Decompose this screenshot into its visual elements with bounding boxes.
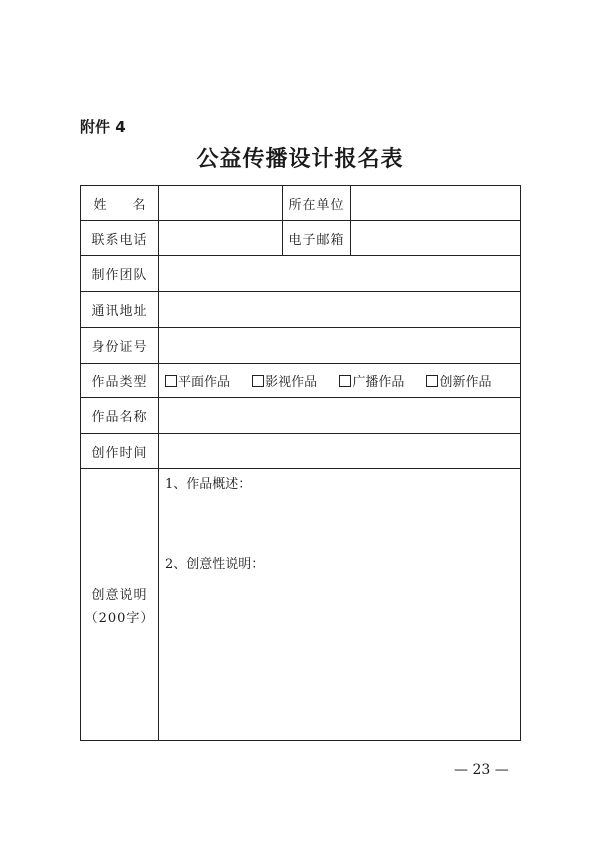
type-options	[159, 364, 521, 398]
description-limit: （200字）	[84, 610, 155, 626]
row-work-name	[81, 398, 521, 434]
name-label	[81, 186, 159, 221]
address-label: 通讯地址	[81, 292, 159, 328]
team-input-cell[interactable]	[159, 256, 521, 292]
row-description	[81, 469, 521, 741]
email-label: 电子邮箱	[283, 221, 351, 256]
row-team	[81, 256, 521, 292]
email-input-cell[interactable]	[351, 221, 521, 256]
type-option-graphic[interactable]	[165, 371, 230, 390]
registration-form-table	[80, 185, 521, 741]
name-input-cell[interactable]	[159, 186, 283, 221]
unit-input-cell[interactable]	[351, 186, 521, 221]
checkbox-icon[interactable]	[339, 375, 351, 387]
work-name-input-cell[interactable]	[159, 398, 521, 434]
row-phone	[81, 221, 521, 256]
description-label: 创意说明	[91, 587, 148, 603]
type-option-label: 创新作品	[439, 375, 492, 390]
address-input-cell[interactable]	[159, 292, 521, 328]
row-name	[81, 186, 521, 221]
type-option-radio[interactable]	[339, 371, 404, 390]
description-input-cell[interactable]	[159, 469, 521, 741]
id-input-cell[interactable]	[159, 328, 521, 364]
description-item-creativity: 2、创意性说明：	[165, 557, 265, 572]
type-label: 作品类型	[81, 364, 159, 398]
attachment-label: 附件 4	[80, 118, 126, 136]
phone-input-cell[interactable]	[159, 221, 283, 256]
row-id	[81, 328, 521, 364]
form-title: 公益传播设计报名表	[196, 147, 404, 172]
checkbox-icon[interactable]	[165, 375, 177, 387]
row-type	[81, 364, 521, 398]
work-name-label: 作品名称	[81, 398, 159, 434]
creation-time-label: 创作时间	[81, 434, 159, 469]
description-item-overview: 1、作品概述：	[165, 477, 252, 492]
row-address	[81, 292, 521, 328]
team-label: 制作团队	[81, 256, 159, 292]
checkbox-icon[interactable]	[426, 375, 438, 387]
id-label: 身份证号	[81, 328, 159, 364]
type-option-label: 平面作品	[178, 375, 231, 390]
checkbox-icon[interactable]	[252, 375, 264, 387]
name-label-char-1: 姓	[93, 197, 107, 213]
type-option-label: 影视作品	[265, 375, 318, 390]
phone-label: 联系电话	[81, 221, 159, 256]
unit-label: 所在单位	[283, 186, 351, 221]
name-label-char-2: 名	[132, 197, 146, 213]
type-option-innovative[interactable]	[426, 371, 491, 390]
row-creation-time	[81, 434, 521, 469]
type-option-label: 广播作品	[352, 375, 405, 390]
description-label-cell	[81, 469, 159, 741]
page-number: — 23 —	[454, 762, 509, 778]
creation-time-input-cell[interactable]	[159, 434, 521, 469]
type-option-video[interactable]	[252, 371, 317, 390]
